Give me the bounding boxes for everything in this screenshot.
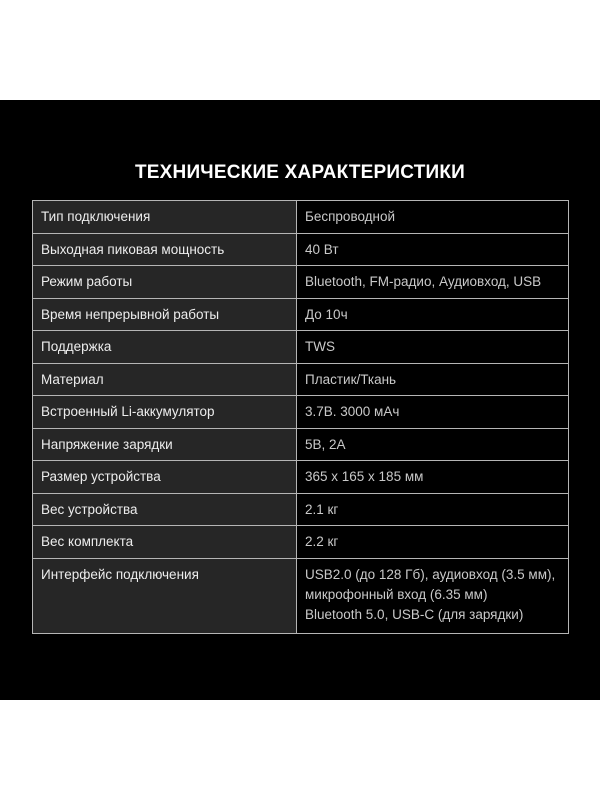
table-row [33, 201, 569, 234]
spec-value [297, 558, 569, 633]
spec-value: 2.2 кг [297, 526, 569, 559]
spec-value-line: микрофонный вход (6.35 мм) [305, 586, 488, 602]
spec-value: TWS [297, 331, 569, 364]
spec-key: Поддержка [33, 331, 297, 364]
spec-value: Пластик/Ткань [297, 363, 569, 396]
table-row [33, 558, 569, 633]
spec-value-line: USB2.0 (до 128 Гб), аудиовход (3.5 мм), [305, 566, 556, 582]
specs-table [32, 200, 569, 634]
spec-key: Встроенный Li-аккумулятор [33, 396, 297, 429]
table-row [33, 298, 569, 331]
table-row [33, 428, 569, 461]
table-row [33, 461, 569, 494]
spec-key: Выходная пиковая мощность [33, 233, 297, 266]
spec-value: До 10ч [297, 298, 569, 331]
page-title: ТЕХНИЧЕСКИЕ ХАРАКТЕРИСТИКИ [134, 162, 466, 183]
table-row [33, 396, 569, 429]
spec-key: Интерфейс подключения [33, 558, 297, 633]
spec-key: Режим работы [33, 266, 297, 299]
table-row [33, 331, 569, 364]
spec-key: Материал [33, 363, 297, 396]
spec-value: Беспроводной [297, 201, 569, 234]
spec-key: Размер устройства [33, 461, 297, 494]
table-row [33, 526, 569, 559]
spec-value: 5В, 2А [297, 428, 569, 461]
spec-value: 2.1 кг [297, 493, 569, 526]
spec-key: Вес устройства [33, 493, 297, 526]
table-row [33, 266, 569, 299]
spec-value: 3.7В. 3000 мАч [297, 396, 569, 429]
spec-value: Bluetooth, FM-радио, Аудиовход, USB [297, 266, 569, 299]
spec-value: 365 х 165 х 185 мм [297, 461, 569, 494]
spec-key: Тип подключения [33, 201, 297, 234]
table-row [33, 233, 569, 266]
spec-key: Напряжение зарядки [33, 428, 297, 461]
spec-value: 40 Вт [297, 233, 569, 266]
spec-value-line: Bluetooth 5.0, USB-C (для зарядки) [305, 606, 524, 622]
spec-key: Вес комплекта [33, 526, 297, 559]
spec-key: Время непрерывной работы [33, 298, 297, 331]
table-row [33, 363, 569, 396]
table-row [33, 493, 569, 526]
